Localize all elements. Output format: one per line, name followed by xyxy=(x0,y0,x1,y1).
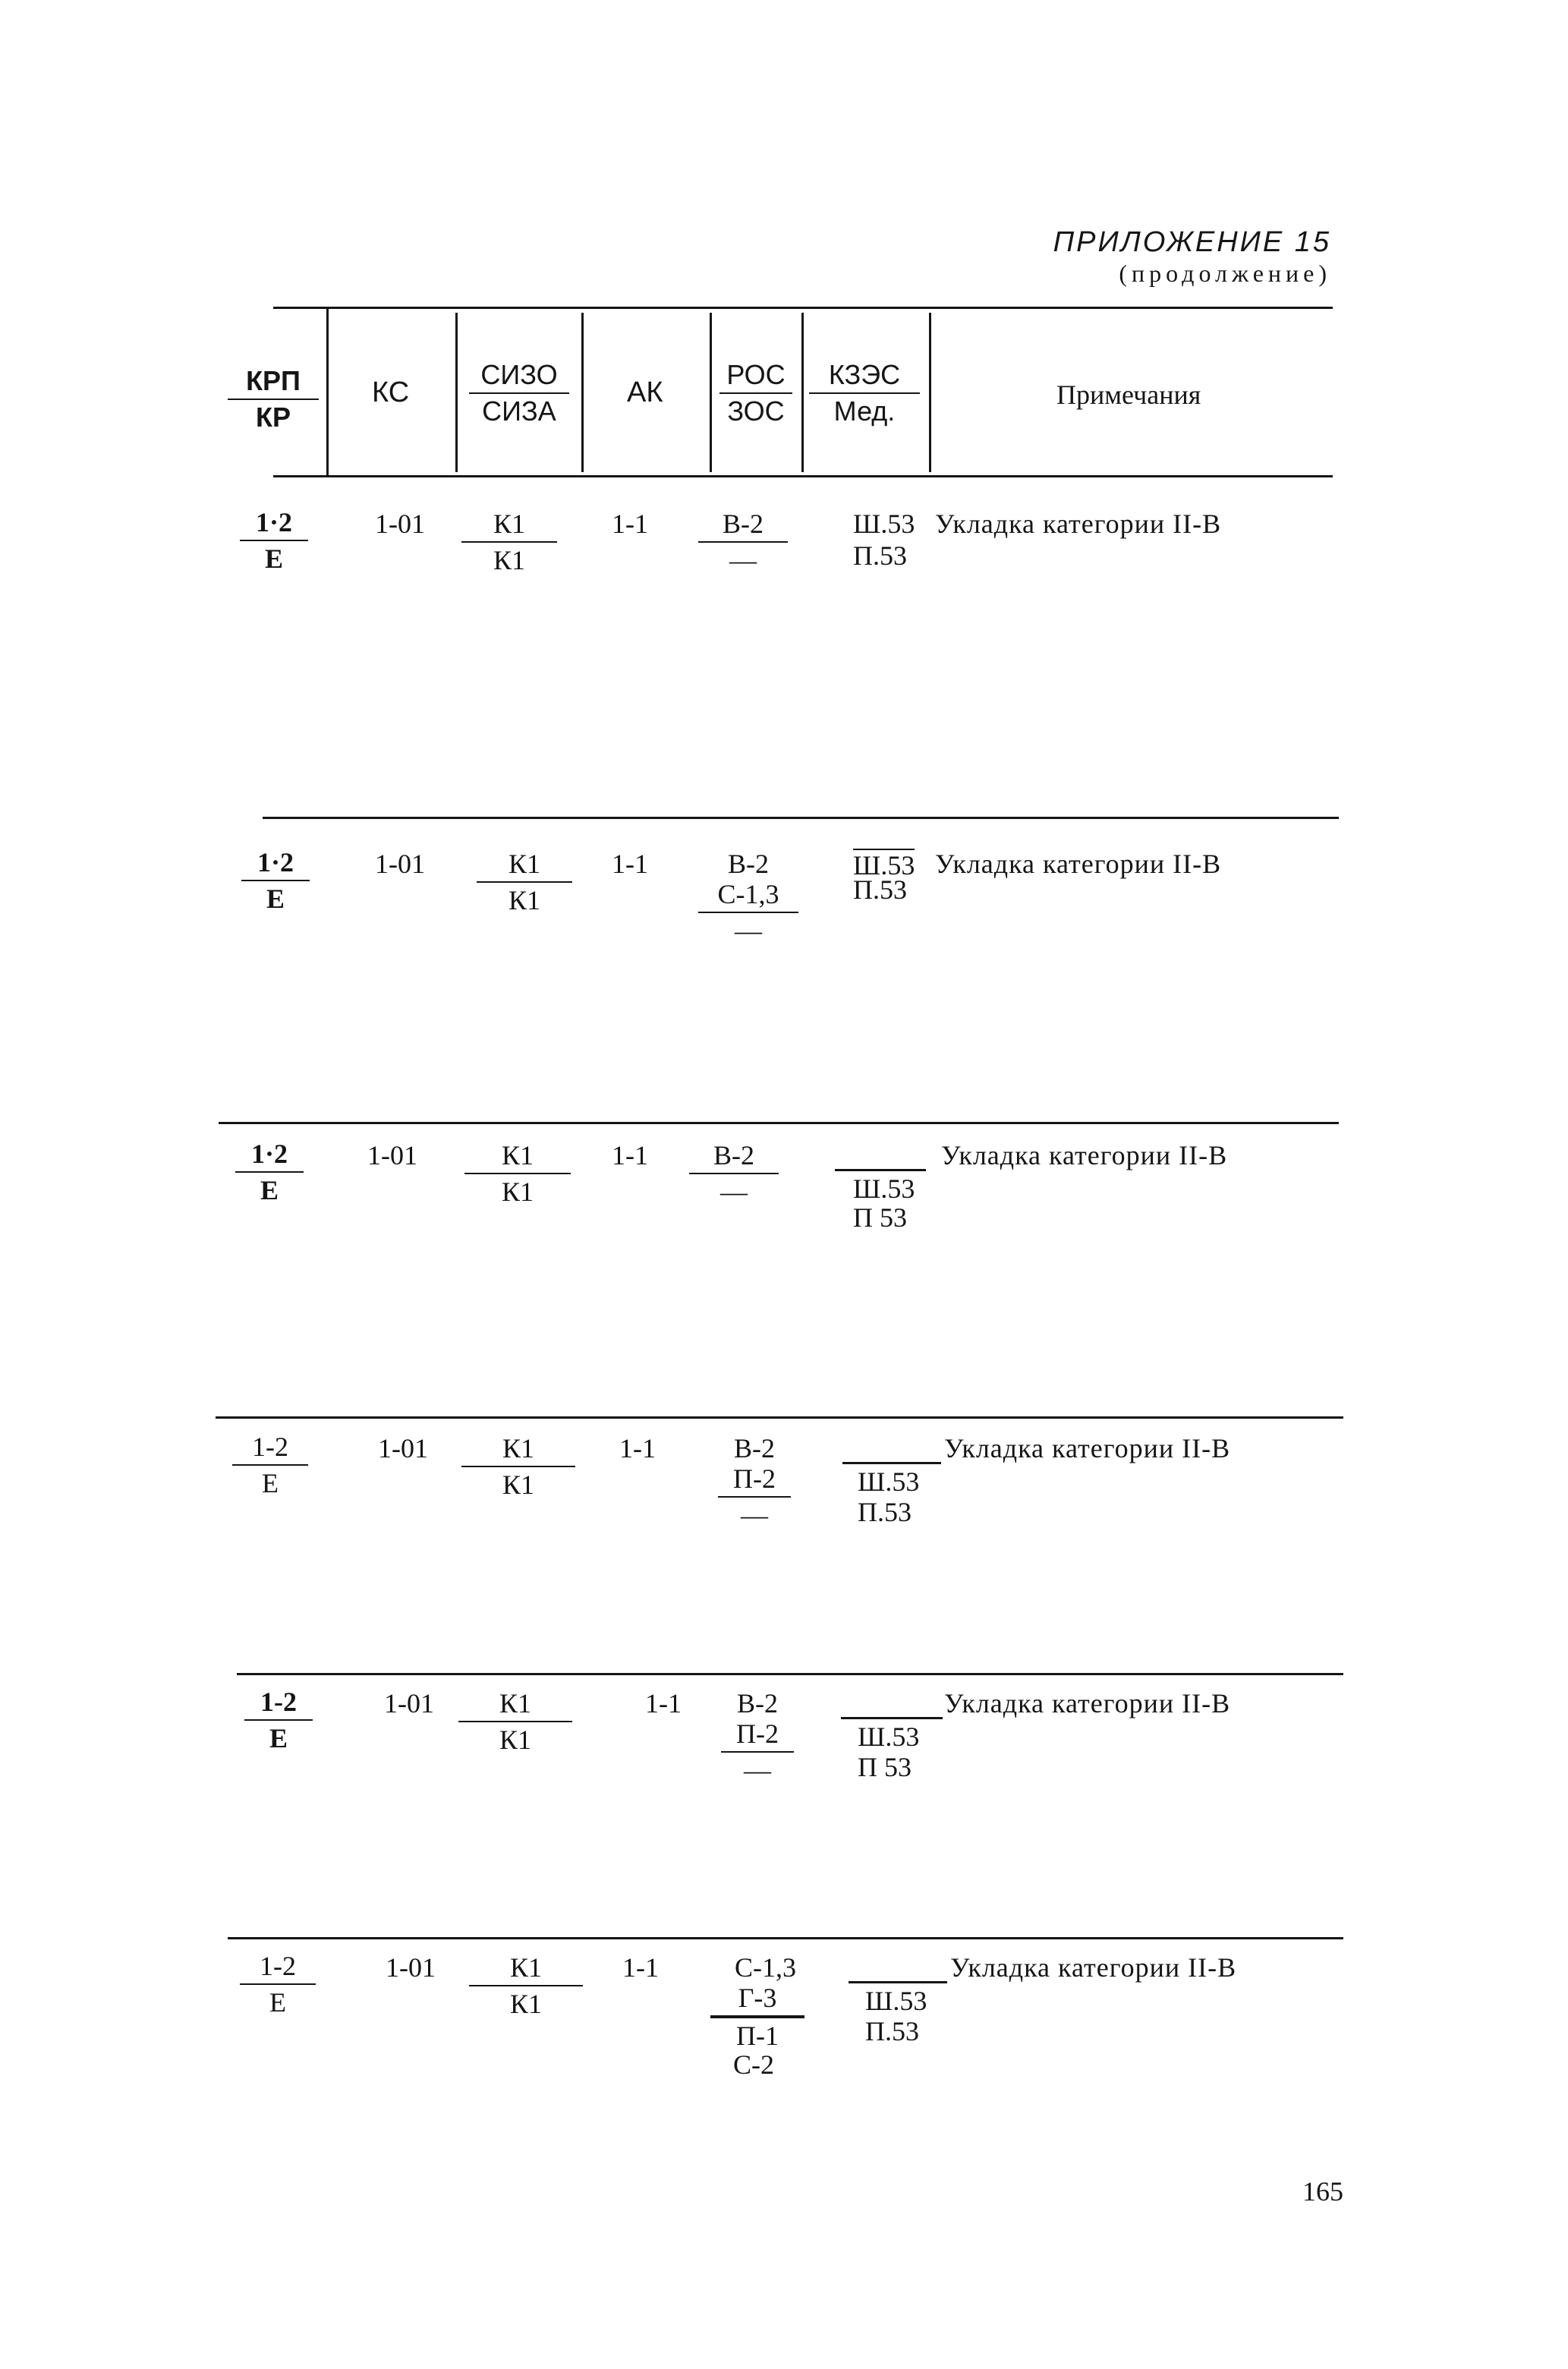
header-divider-6 xyxy=(929,313,931,472)
row3-sizo: К1 К1 xyxy=(464,1140,571,1207)
col-header-krp: КРП КР xyxy=(228,366,319,433)
row2-kzes-line1: Ш.53 xyxy=(853,850,915,880)
row3-ros: В-2 — xyxy=(689,1140,779,1207)
row1-note: Укладка категории II-В xyxy=(935,509,1222,539)
row5-top-rule xyxy=(237,1673,1343,1675)
row3-ks: 1-01 xyxy=(367,1140,417,1170)
row1-sizo: К1 К1 xyxy=(461,509,557,575)
row1-ks: 1-01 xyxy=(375,509,425,539)
col-header-ks: КС xyxy=(372,376,410,408)
row3-ak: 1-1 xyxy=(612,1140,648,1170)
header-divider-1 xyxy=(326,308,329,477)
row6-note: Укладка категории II-В xyxy=(950,1952,1237,1983)
row4-sizo: К1 К1 xyxy=(461,1433,575,1500)
row6-ros-line1: С-1,3 xyxy=(735,1952,796,1983)
row2-ks: 1-01 xyxy=(375,849,425,879)
row2-note: Укладка категории II-В xyxy=(935,849,1222,879)
row6-kzes-bracket-line xyxy=(849,1981,947,1983)
row4-kzes-line2: П.53 xyxy=(858,1497,912,1527)
row4-first-cell: 1-2 Е xyxy=(232,1432,308,1498)
row3-first-cell: 1·2 Е xyxy=(235,1139,304,1205)
row2-first-cell: 1·2 Е xyxy=(241,847,310,914)
row5-ak: 1-1 xyxy=(645,1688,682,1718)
row3-kzes-line1: Ш.53 xyxy=(853,1173,915,1204)
header-divider-3 xyxy=(581,313,584,472)
header-divider-4 xyxy=(710,313,712,472)
row2-top-rule xyxy=(263,817,1339,819)
appendix-title: ПРИЛОЖЕНИЕ 15 xyxy=(1053,226,1331,258)
row3-kzes-bracket-line xyxy=(835,1169,926,1171)
row6-sizo: К1 К1 xyxy=(469,1952,583,2019)
row4-note: Укладка категории II-В xyxy=(944,1433,1231,1463)
row5-note: Укладка категории II-В xyxy=(944,1688,1231,1718)
header-divider-5 xyxy=(801,313,804,472)
row5-kzes-line1: Ш.53 xyxy=(858,1722,920,1752)
row5-ros: В-2 П-2 — xyxy=(721,1688,794,1785)
row4-ak: 1-1 xyxy=(619,1433,656,1463)
col-header-ak: АК xyxy=(627,376,663,408)
col-header-kzes: КЗЭС Мед. xyxy=(809,360,920,427)
row5-sizo: К1 К1 xyxy=(458,1688,572,1755)
header-divider-2 xyxy=(455,313,458,472)
row2-sizo: К1 К1 xyxy=(477,849,572,915)
row3-note: Укладка категории II-В xyxy=(941,1140,1228,1170)
row2-kzes-line2: П.53 xyxy=(853,874,907,905)
row6-ros-lower: Г-3 П-1 xyxy=(710,1983,804,2051)
row5-first-cell: 1-2 Е xyxy=(244,1687,313,1753)
header-bottom-rule xyxy=(273,475,1333,477)
row4-ks: 1-01 xyxy=(378,1433,428,1463)
row6-ak: 1-1 xyxy=(622,1952,659,1983)
row4-top-rule xyxy=(216,1416,1343,1419)
row6-kzes-line2: П.53 xyxy=(865,2016,919,2046)
row5-ks: 1-01 xyxy=(384,1688,434,1718)
row2-ros: В-2 С-1,3 — xyxy=(698,849,798,946)
row4-kzes-line1: Ш.53 xyxy=(858,1466,920,1497)
row5-kzes-line2: П 53 xyxy=(858,1752,912,1782)
page-number: 165 xyxy=(1302,2176,1343,2207)
row1-ak: 1-1 xyxy=(612,509,648,539)
row5-kzes-bracket-line xyxy=(841,1717,943,1719)
header-top-rule xyxy=(273,307,1333,309)
row3-top-rule xyxy=(219,1122,1339,1124)
row6-ks: 1-01 xyxy=(386,1952,436,1983)
row4-kzes-bracket-line xyxy=(842,1462,941,1464)
row1-kzes-line2: П.53 xyxy=(853,540,907,571)
row2-ak: 1-1 xyxy=(612,849,648,879)
row6-top-rule xyxy=(228,1937,1343,1939)
row1-ros: В-2 — xyxy=(698,509,788,575)
row3-kzes-line2: П 53 xyxy=(853,1202,907,1233)
col-header-sizo: СИЗО СИЗА xyxy=(469,360,569,427)
row6-kzes-line1: Ш.53 xyxy=(865,1986,927,2016)
row1-first-cell: 1·2 Е xyxy=(240,507,308,574)
row6-first-cell: 1-2 Е xyxy=(240,1951,316,2018)
row6-ros-line4: С-2 xyxy=(733,2049,774,2080)
col-header-notes: Примечания xyxy=(1056,380,1201,410)
col-header-ros: РОС ЗОС xyxy=(719,360,792,427)
row1-kzes-line1: Ш.53 xyxy=(853,509,915,539)
appendix-subtitle: (продолжение) xyxy=(1119,260,1331,287)
row4-ros: В-2 П-2 — xyxy=(718,1433,791,1530)
